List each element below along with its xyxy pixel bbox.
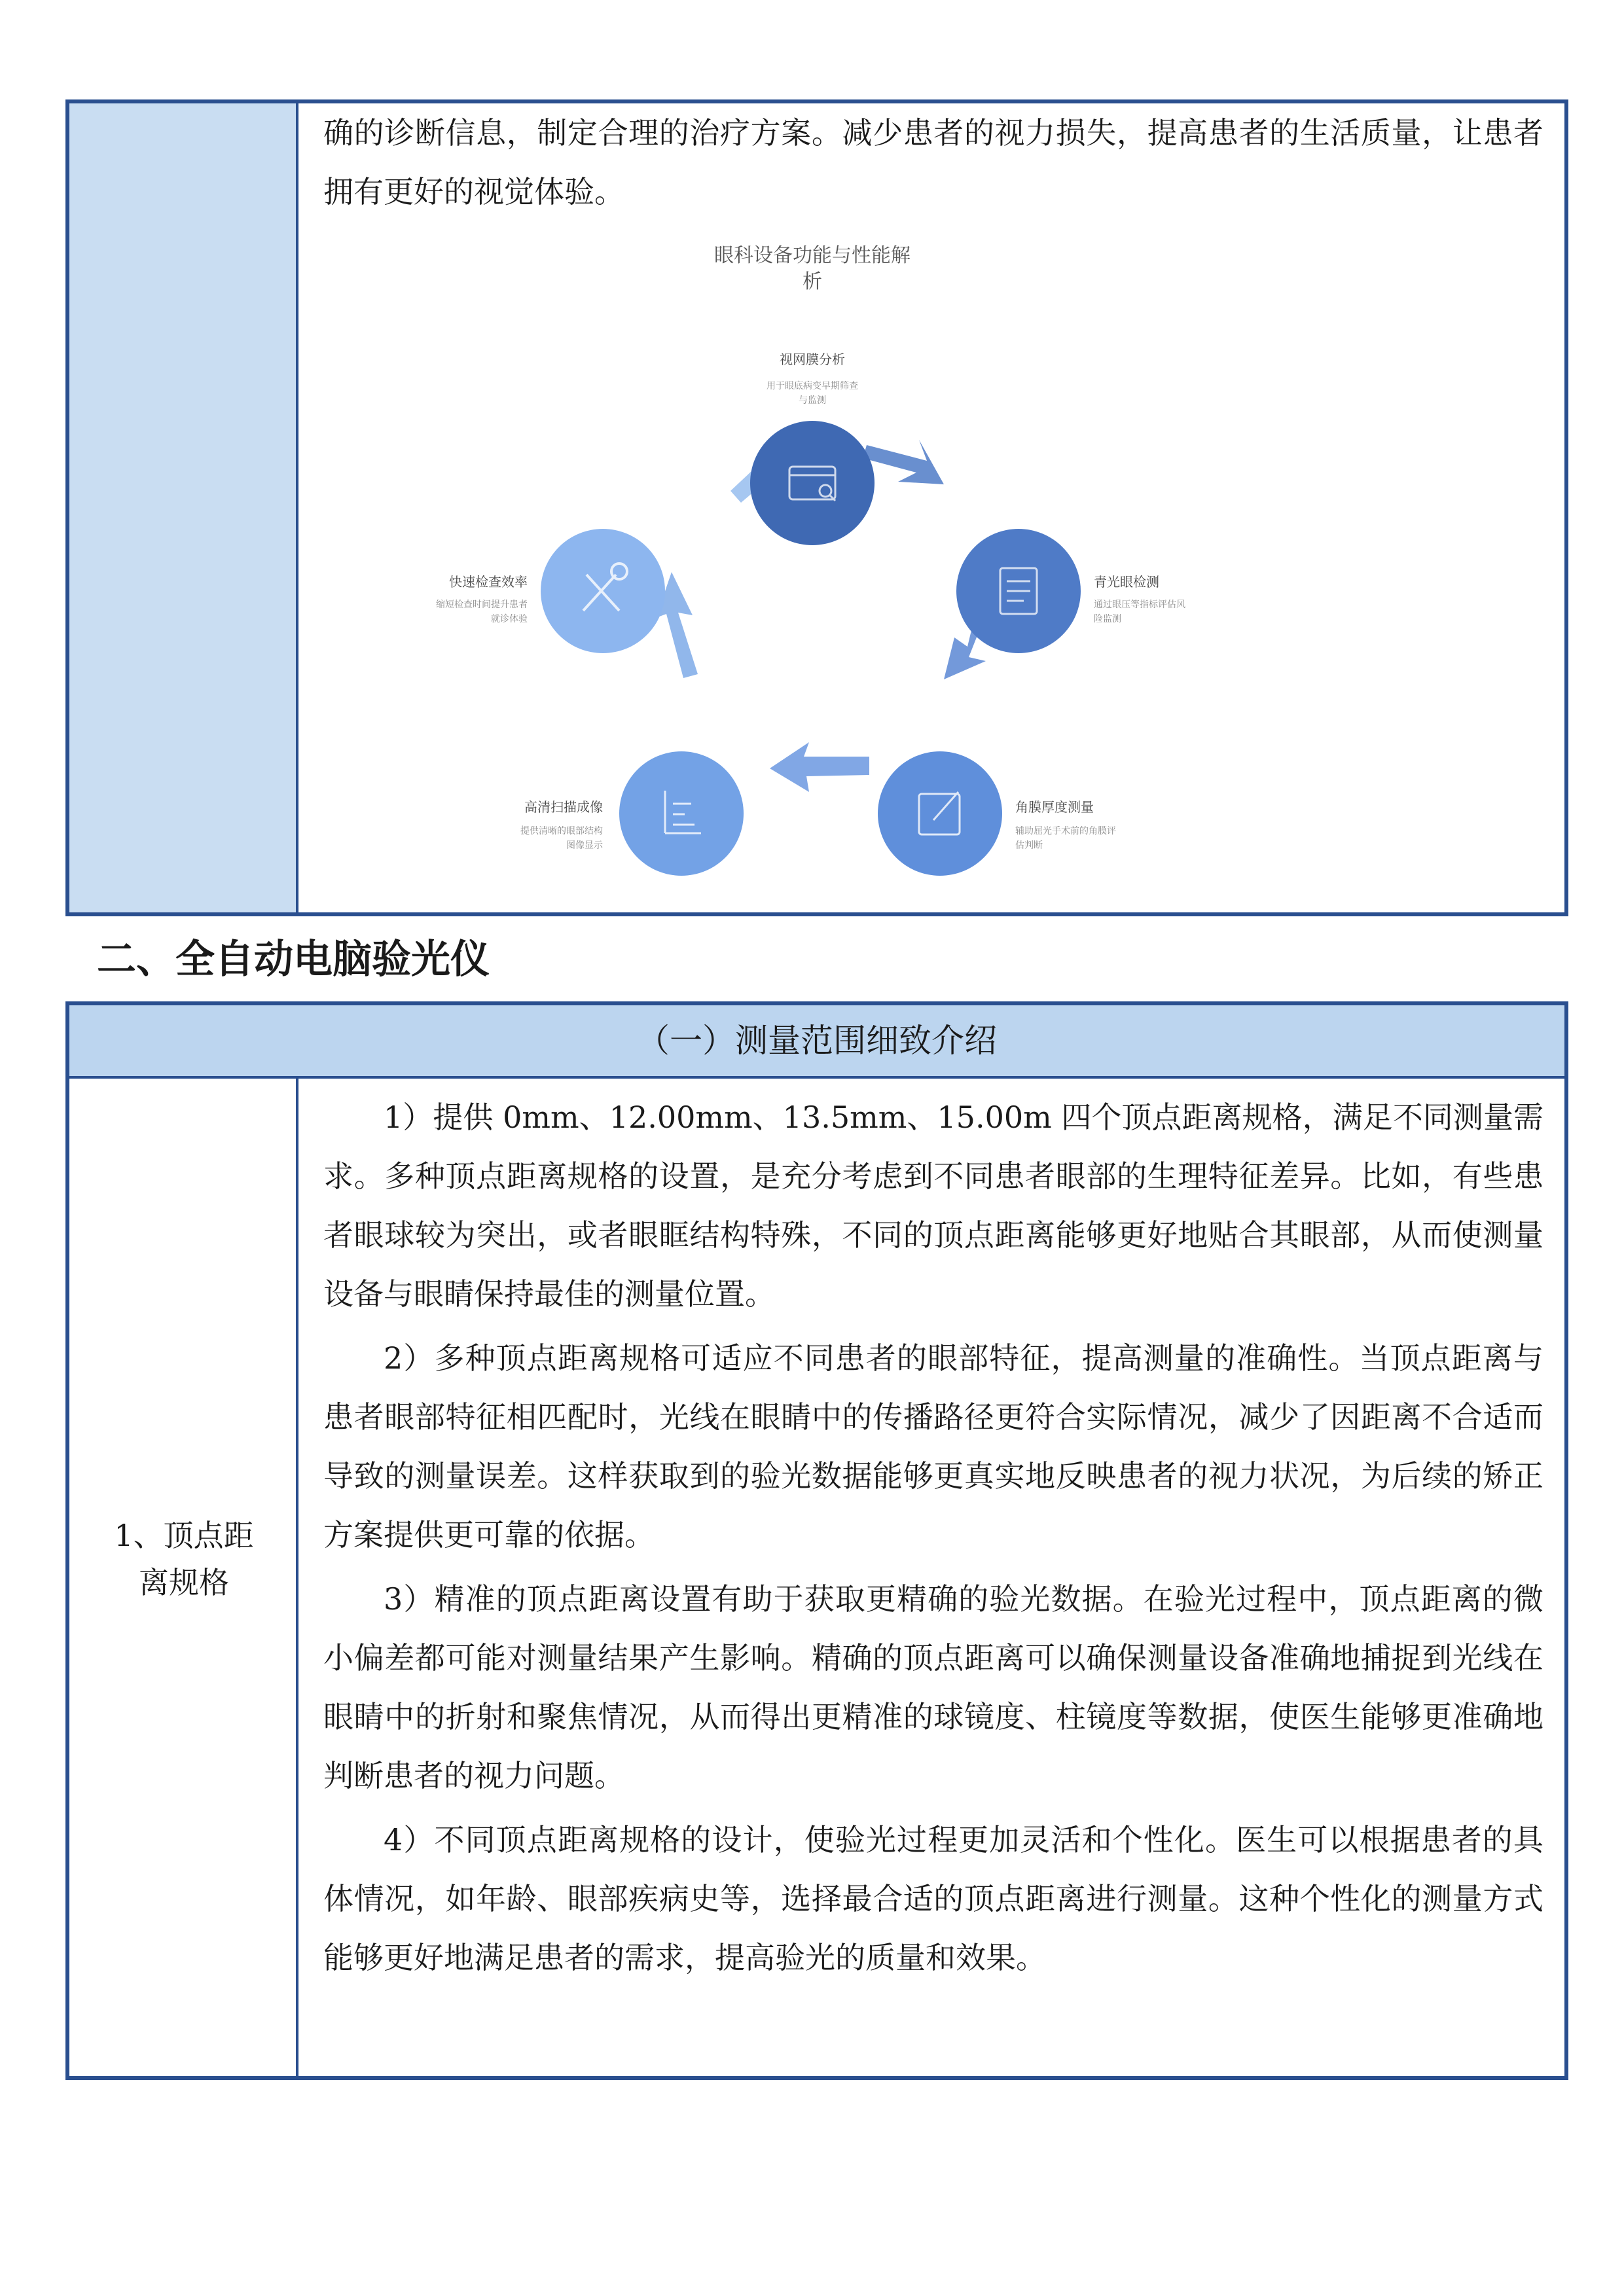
figure-title-line2: 析: [803, 270, 822, 293]
node-retina-analysis: [750, 351, 875, 545]
row-label-line1: 1、顶点距: [114, 1518, 254, 1553]
continued-paragraph: [323, 103, 1543, 221]
paragraph-3: 3）精准的顶点距离设置有助于获取更精确的验光数据。在验光过程中，顶点距离的微小偏差都可能对测量结果产生影响。精确的顶点距离可以确保测量设备准确地捕捉到光线在眼睛中的折射和聚焦情况，从而得出更精准的球镜度、柱镜度等数据，使医生能够更准确地判断患者的视力问题。: [323, 1581, 1543, 1793]
node-2-sub-line2: 险监测: [1094, 614, 1121, 624]
node-5-sub-line1: 缩短检查时间提升患者: [436, 600, 528, 610]
row-label: [69, 1512, 298, 1606]
arrow-1-to-2: [863, 440, 944, 484]
continued-paragraph-text: 确的诊断信息，制定合理的治疗方案。减少患者的视力损失，提高患者的生活质量，让患者拥有更好的视觉体验。: [323, 115, 1543, 209]
node-1-circle: [750, 421, 875, 545]
paragraph-2: 2）多种顶点距离规格可适应不同患者的眼部特征，提高测量的准确性。当顶点距离与患者眼部特征相匹配时，光线在眼睛中的传播路径更符合实际情况，减少了因距离不合适而导致的测量误差。这样获取到的验光数据能够更真实地反映患者的视力状况，为后续的矫正方案提供更可靠的依据。: [323, 1340, 1543, 1552]
node-5-sub-line2: 就诊体验: [491, 614, 528, 624]
row-label-line2: 离规格: [139, 1565, 229, 1600]
section-heading: 二、全自动电脑验光仪: [97, 937, 490, 982]
paragraph-1: 1）提供 0mm、12.00mm、13.5mm、15.00m 四个顶点距离规格，满足不同测量需求。多种顶点距离规格的设置，是充分考虑到不同患者眼部的生理特征差异。比如，有些患者眼球较为突出，或者眼眶结构特殊，不同的顶点距离能够更好地贴合其眼部，从而使测量设备与眼睛保持最佳的测量位置。: [323, 1100, 1543, 1312]
node-corneal-thickness: [878, 751, 1116, 876]
node-1-label: 视网膜分析: [780, 351, 845, 367]
node-1-sub-line1: 用于眼底病变早期筛查: [767, 381, 858, 391]
row-content: [323, 1083, 1543, 1987]
continued-table: [65, 99, 1568, 916]
node-3-label: 角膜厚度测量: [1015, 799, 1094, 815]
arrow-3-to-4: [770, 742, 869, 792]
node-4-sub-line1: 提供清晰的眼部结构: [520, 826, 603, 836]
device-function-cycle-diagram: [436, 228, 1516, 915]
paragraph-4: 4）不同顶点距离规格的设计，使验光过程更加灵活和个性化。医生可以根据患者的具体情况，如年龄、眼部疾病史等，选择最合适的顶点距离进行测量。这种个性化的测量方式能够更好地满足患者的需求，提高验光的质量和效果。: [323, 1822, 1543, 1975]
node-hd-scan-imaging: [520, 751, 744, 876]
node-2-sub-line1: 通过眼压等指标评估风: [1094, 600, 1185, 610]
node-4-sub-line2: 图像显示: [566, 840, 603, 851]
table-header: （一）测量范围细致介绍: [69, 1005, 1564, 1079]
node-3-sub-line1: 辅助屈光手术前的角膜评: [1015, 826, 1116, 836]
node-2-label: 青光眼检测: [1094, 574, 1159, 590]
node-4-label: 高清扫描成像: [524, 799, 603, 815]
node-5-label: 快速检查效率: [449, 574, 528, 590]
node-1-sub-line2: 与监测: [799, 395, 826, 406]
figure-title-line1: 眼科设备功能与性能解: [714, 244, 911, 267]
continued-table-left-column: [69, 103, 298, 912]
node-3-sub-line2: 估判断: [1015, 840, 1043, 851]
node-fast-exam-efficiency: [436, 529, 665, 653]
node-glaucoma-detection: [956, 529, 1185, 653]
measurement-range-table: [65, 1001, 1568, 2080]
